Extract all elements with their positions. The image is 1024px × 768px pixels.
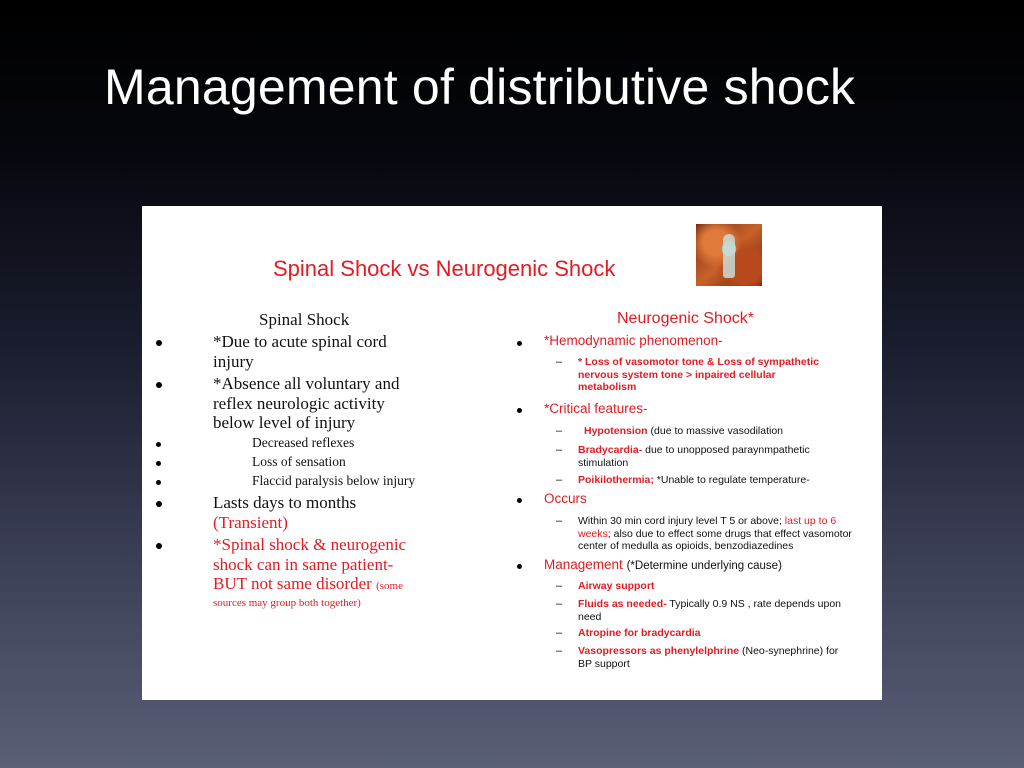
dash-icon: – xyxy=(556,425,563,437)
bullet-icon xyxy=(156,382,162,388)
occurs-line-2a: weeks xyxy=(578,527,608,540)
hemo-sub-line-1: * Loss of vasomotor tone & Loss of sympathetic xyxy=(578,356,819,368)
lasts-text: Lasts days to months xyxy=(213,493,357,512)
bullet-icon xyxy=(517,408,522,413)
dash-icon: – xyxy=(556,474,563,486)
dash-icon: – xyxy=(556,580,563,592)
occurs-line-1b: last up to 6 xyxy=(784,515,837,527)
atropine-label: Atropine for bradycardia xyxy=(578,627,701,639)
left-item-2-line-3: below level of injury xyxy=(213,413,356,432)
occurs-line-2b: ; also due to effect some drugs that effect vasomotor xyxy=(607,527,852,540)
poikilothermia-text: *Unable to regulate temperature- xyxy=(656,474,810,486)
note-small-a: (some xyxy=(376,580,403,592)
management-line xyxy=(544,557,782,572)
management-text: Management xyxy=(544,557,623,572)
bullet-icon xyxy=(517,498,522,503)
slide-title: Management of distributive shock xyxy=(104,59,856,115)
airway-label: Airway support xyxy=(578,580,655,592)
bullet-icon xyxy=(156,501,162,507)
bradycardia-line xyxy=(578,444,810,469)
fluids-line xyxy=(578,598,841,623)
sub-item-paralysis: Flaccid paralysis below injury xyxy=(252,473,416,488)
neurogenic-shock-heading: Neurogenic Shock* xyxy=(617,310,754,327)
hemo-sub xyxy=(578,356,819,394)
dash-icon: – xyxy=(556,444,563,456)
dash-icon: – xyxy=(556,645,563,657)
bullet-icon xyxy=(156,442,161,447)
hemo-sub-line-2: nervous system tone > inpaired cellular xyxy=(578,368,776,381)
left-item-1-line-1: *Due to acute spinal cord xyxy=(213,332,387,351)
airway-line xyxy=(578,580,654,593)
embedded-slide-image xyxy=(142,206,882,700)
bullet-icon xyxy=(156,340,162,346)
bullet-icon xyxy=(156,480,161,485)
bradycardia-text-2: stimulation xyxy=(578,456,629,469)
occurs-line-1a: Within 30 min cord injury level T 5 or above; xyxy=(578,515,782,527)
sub-item-reflexes: Decreased reflexes xyxy=(252,435,355,450)
critical-text: *Critical features- xyxy=(544,401,648,416)
transient-text: (Transient) xyxy=(213,513,288,532)
vasopressors-line xyxy=(578,645,838,670)
atropine-line xyxy=(578,627,701,640)
dash-icon: – xyxy=(556,627,563,639)
left-item-2-line-1: *Absence all voluntary and xyxy=(213,374,400,393)
note-small-b: sources may group both together) xyxy=(213,597,361,609)
occurs-detail xyxy=(578,515,852,553)
bullet-icon xyxy=(517,564,522,569)
bradycardia-text: due to unopposed paraynmpathetic xyxy=(645,444,810,456)
note-line-2: shock can in same patient- xyxy=(213,555,394,574)
vasopressors-text-2: BP support xyxy=(578,657,630,670)
hypotension-text: (due to massive vasodilation xyxy=(650,425,784,437)
bullet-icon xyxy=(156,543,162,549)
note-line-1: *Spinal shock & neurogenic xyxy=(213,535,407,554)
human-figure-icon xyxy=(723,234,735,278)
occurs-text: Occurs xyxy=(544,491,587,506)
fluids-text-2: need xyxy=(578,610,602,623)
spinal-shock-heading: Spinal Shock xyxy=(259,310,350,329)
vasopressors-label: Vasopressors as phenylelphrine xyxy=(578,645,740,657)
anatomy-thumbnail xyxy=(696,224,762,286)
dash-icon: – xyxy=(556,515,563,527)
poikilothermia-line xyxy=(578,474,810,487)
sub-item-sensation: Loss of sensation xyxy=(252,454,346,469)
bradycardia-label: Bradycardia- xyxy=(578,444,643,456)
hemo-sub-line-3: metabolism xyxy=(578,381,637,393)
card-title: Spinal Shock vs Neurogenic Shock xyxy=(273,256,616,281)
fluids-label: Fluids as needed- xyxy=(578,598,667,610)
hypotension-line xyxy=(584,425,783,438)
left-item-1-line-2: injury xyxy=(213,352,254,371)
occurs-line-3: center of medulla as opioids, benzodiazedines xyxy=(578,540,794,552)
hypotension-label: Hypotension xyxy=(584,425,648,437)
bullet-icon xyxy=(517,341,522,346)
fluids-text: Typically 0.9 NS , rate depends upon xyxy=(669,598,842,610)
hemo-text: *Hemodynamic phenomenon- xyxy=(544,333,723,348)
poikilothermia-label: Poikilothermia; xyxy=(578,474,654,486)
vasopressors-text: (Neo-synephrine) for xyxy=(742,645,839,657)
left-item-2-line-2: reflex neurologic activity xyxy=(213,394,385,413)
bullet-icon xyxy=(156,461,161,466)
dash-icon: – xyxy=(556,356,563,368)
note-line-3-text: BUT not same disorder xyxy=(213,574,372,593)
management-note: (*Determine underlying cause) xyxy=(626,560,782,572)
dash-icon: – xyxy=(556,598,563,610)
